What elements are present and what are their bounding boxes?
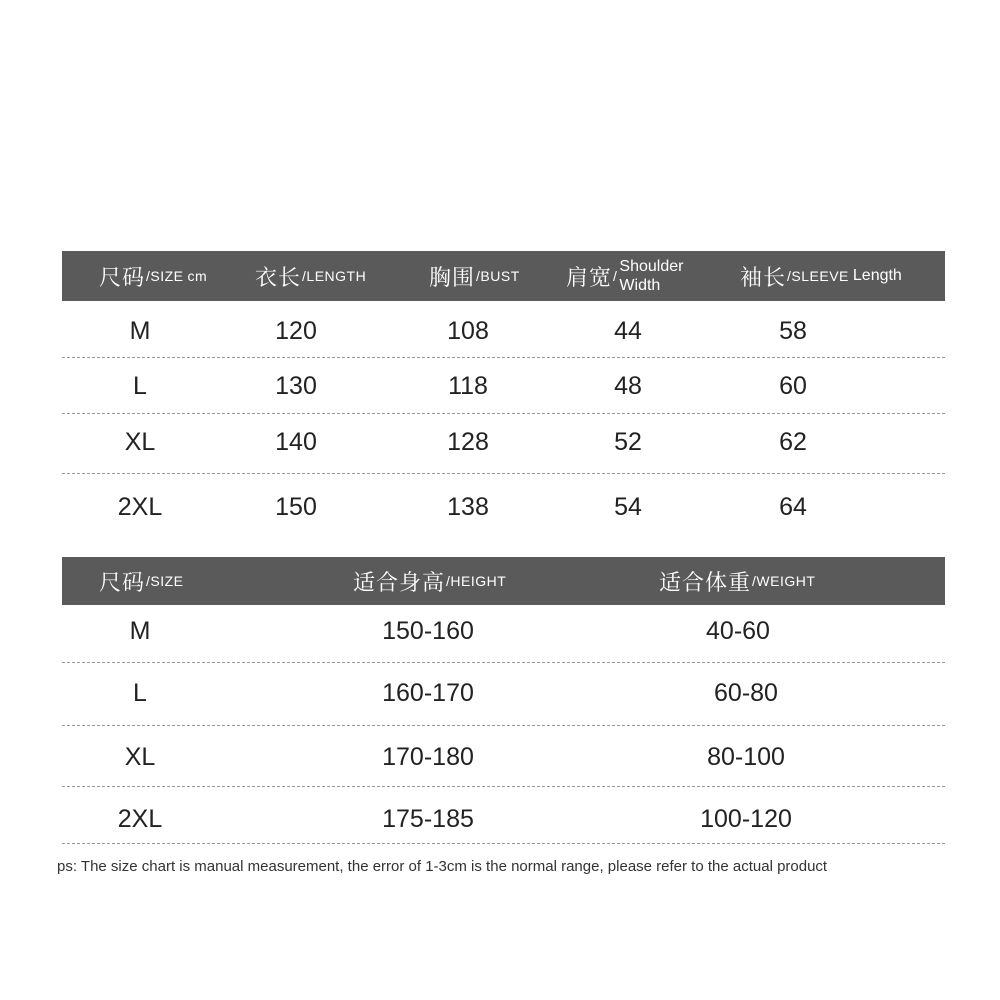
cell-bust: 108 bbox=[447, 316, 489, 345]
header-sleeve: 袖长 /SLEEVE Length bbox=[740, 265, 902, 291]
table-row bbox=[62, 792, 945, 846]
cell-shoulder: 44 bbox=[614, 316, 642, 345]
table-row bbox=[62, 359, 945, 413]
row-divider bbox=[62, 357, 945, 358]
row-divider bbox=[62, 413, 945, 414]
row-divider bbox=[62, 725, 945, 726]
cell-bust: 138 bbox=[447, 492, 489, 521]
row-divider bbox=[62, 786, 945, 787]
cell-size: 2XL bbox=[117, 804, 163, 833]
table-row bbox=[62, 606, 945, 656]
measurement-note: ps: The size chart is manual measurement, the error of 1-3cm is the normal range, please refer to the actual product bbox=[57, 858, 828, 875]
table-row bbox=[62, 415, 945, 469]
cell-length: 140 bbox=[275, 427, 317, 456]
header-size: 尺码 /SIZE cm bbox=[99, 265, 208, 291]
cell-height: 150-160 bbox=[382, 616, 474, 645]
header-bust: 胸围 /BUST bbox=[429, 265, 520, 291]
cell-size: L bbox=[133, 371, 147, 400]
cell-weight: 100-120 bbox=[700, 804, 792, 833]
cell-weight: 80-100 bbox=[707, 742, 785, 771]
cell-size: XL bbox=[124, 742, 156, 771]
cell-size: M bbox=[129, 616, 151, 645]
cell-weight: 60-80 bbox=[714, 678, 778, 707]
cell-size: M bbox=[129, 316, 151, 345]
cell-size: 2XL bbox=[117, 492, 163, 521]
cell-sleeve: 58 bbox=[779, 316, 807, 345]
table2-header bbox=[62, 557, 945, 605]
cell-shoulder: 52 bbox=[614, 427, 642, 456]
cell-bust: 128 bbox=[447, 427, 489, 456]
header-length: 衣长 /LENGTH bbox=[255, 265, 367, 291]
cell-sleeve: 62 bbox=[779, 427, 807, 456]
row-divider bbox=[62, 662, 945, 663]
cell-height: 160-170 bbox=[382, 678, 474, 707]
cell-bust: 118 bbox=[448, 371, 488, 400]
table-row bbox=[62, 304, 945, 358]
header-size: 尺码 /SIZE bbox=[99, 570, 184, 596]
row-divider bbox=[62, 473, 945, 474]
header-shoulder: 肩宽 / Shoulder Width bbox=[566, 258, 684, 294]
cell-shoulder: 48 bbox=[614, 371, 642, 400]
cell-sleeve: 64 bbox=[779, 492, 807, 521]
header-weight: 适合体重 /WEIGHT bbox=[659, 570, 816, 596]
cell-size: XL bbox=[124, 427, 156, 456]
cell-weight: 40-60 bbox=[706, 616, 770, 645]
cell-height: 170-180 bbox=[382, 742, 474, 771]
table-row bbox=[62, 478, 945, 536]
row-divider bbox=[62, 843, 945, 844]
cell-size: L bbox=[133, 678, 147, 707]
cell-length: 130 bbox=[275, 371, 317, 400]
cell-length: 150 bbox=[275, 492, 317, 521]
table1-header bbox=[62, 251, 945, 301]
cell-sleeve: 60 bbox=[779, 371, 807, 400]
table-row bbox=[62, 666, 945, 720]
header-height: 适合身高 /HEIGHT bbox=[353, 570, 507, 596]
cell-length: 120 bbox=[275, 316, 317, 345]
table-row bbox=[62, 730, 945, 784]
cell-height: 175-185 bbox=[382, 804, 474, 833]
cell-shoulder: 54 bbox=[614, 492, 642, 521]
